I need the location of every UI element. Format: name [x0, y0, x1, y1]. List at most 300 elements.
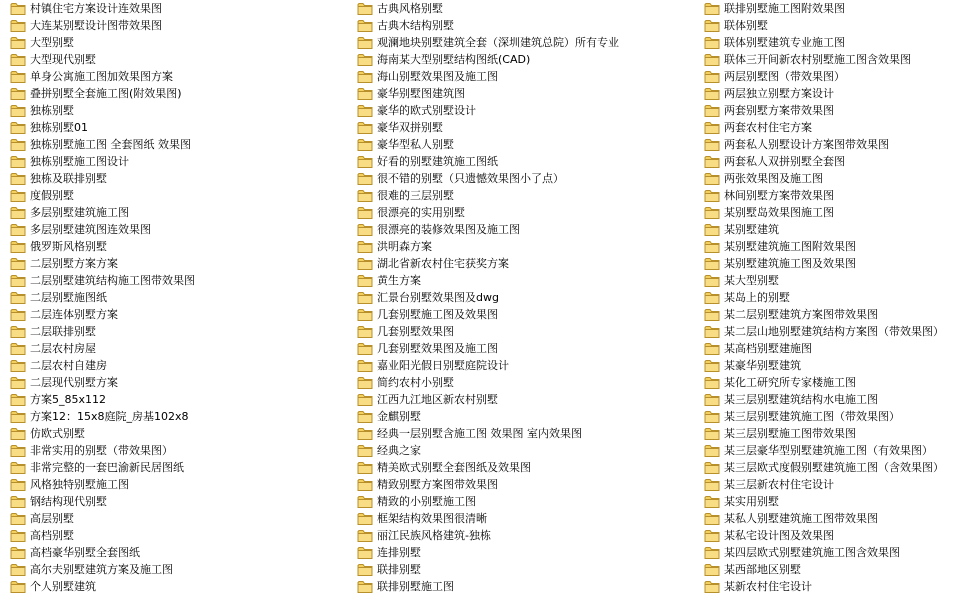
- folder-label: 独栋及联排别墅: [30, 172, 107, 185]
- folder-label: 大型别墅: [30, 36, 74, 49]
- folder-icon: [10, 155, 26, 169]
- folder-icon: [10, 410, 26, 424]
- folder-icon: [10, 2, 26, 16]
- folder-icon: [357, 87, 373, 101]
- folder-item[interactable]: [10, 442, 350, 459]
- folder-icon: [704, 342, 720, 356]
- folder-label: 某别墅岛效果图施工图: [724, 206, 834, 219]
- folder-item[interactable]: [704, 306, 964, 323]
- folder-icon: [10, 342, 26, 356]
- folder-item[interactable]: [10, 85, 350, 102]
- folder-icon: [704, 138, 720, 152]
- folder-item[interactable]: [704, 272, 964, 289]
- folder-icon: [10, 70, 26, 84]
- folder-label: 联体三开间新农村别墅施工图含效果图: [724, 53, 911, 66]
- folder-icon: [704, 87, 720, 101]
- folder-item[interactable]: [10, 51, 350, 68]
- folder-label: 两层别墅图（带效果图）: [724, 70, 845, 83]
- folder-icon: [704, 359, 720, 373]
- folder-icon: [10, 478, 26, 492]
- folder-label: 某新农村住宅设计: [724, 580, 812, 593]
- folder-label: 独栋别墅: [30, 104, 74, 117]
- folder-label: 几套别墅施工图及效果图: [377, 308, 498, 321]
- folder-icon: [10, 546, 26, 560]
- folder-column: [704, 0, 964, 595]
- folder-item[interactable]: [704, 204, 964, 221]
- folder-icon: [704, 580, 720, 594]
- folder-icon: [704, 478, 720, 492]
- folder-icon: [704, 410, 720, 424]
- folder-item[interactable]: [704, 323, 964, 340]
- folder-item[interactable]: [704, 510, 964, 527]
- folder-icon: [357, 2, 373, 16]
- folder-item[interactable]: [704, 476, 964, 493]
- folder-item[interactable]: [704, 102, 964, 119]
- folder-icon: [704, 427, 720, 441]
- folder-icon: [357, 342, 373, 356]
- folder-item[interactable]: [10, 493, 350, 510]
- folder-label: 二层别墅方案方案: [30, 257, 118, 270]
- folder-icon: [10, 291, 26, 305]
- folder-label: 多层别墅建筑图连效果图: [30, 223, 151, 236]
- folder-item[interactable]: [704, 289, 964, 306]
- folder-label: 独栋别墅01: [30, 121, 88, 134]
- folder-label: 独栋别墅施工图 全套图纸 效果图: [30, 138, 191, 151]
- folder-label: 二层农村自建房: [30, 359, 107, 372]
- folder-icon: [704, 393, 720, 407]
- folder-item[interactable]: [357, 170, 697, 187]
- folder-icon: [10, 138, 26, 152]
- folder-column: [10, 0, 350, 595]
- folder-label: 观澜地块别墅建筑全套（深圳建筑总院）所有专业: [377, 36, 619, 49]
- folder-item[interactable]: [704, 221, 964, 238]
- folder-icon: [704, 274, 720, 288]
- folder-item[interactable]: [704, 68, 964, 85]
- folder-icon: [704, 512, 720, 526]
- folder-label: 方案5_85x112: [30, 393, 107, 406]
- folder-item[interactable]: [10, 119, 350, 136]
- folder-icon: [10, 512, 26, 526]
- folder-label: 某高档别墅建施图: [724, 342, 812, 355]
- folder-icon: [704, 206, 720, 220]
- folder-label: 某化工研究所专家楼施工图: [724, 376, 856, 389]
- folder-item[interactable]: [704, 493, 964, 510]
- folder-label: 联排别墅施工图: [377, 580, 454, 593]
- folder-label: 方案12：15x8庭院_房基102x8: [30, 410, 189, 423]
- folder-item[interactable]: [357, 408, 697, 425]
- folder-item[interactable]: [357, 527, 697, 544]
- folder-icon: [357, 308, 373, 322]
- folder-icon: [357, 172, 373, 186]
- folder-item[interactable]: [704, 238, 964, 255]
- folder-icon: [10, 53, 26, 67]
- folder-icon: [10, 223, 26, 237]
- folder-label: 单身公寓施工图加效果图方案: [30, 70, 173, 83]
- folder-label: 某四层欧式别墅建筑施工图含效果图: [724, 546, 900, 559]
- folder-label: 海山别墅效果图及施工图: [377, 70, 498, 83]
- folder-icon: [704, 121, 720, 135]
- folder-item[interactable]: [10, 561, 350, 578]
- folder-item[interactable]: [357, 204, 697, 221]
- folder-label: 两层独立别墅方案设计: [724, 87, 834, 100]
- folder-item[interactable]: [357, 289, 697, 306]
- folder-label: 古典风格别墅: [377, 2, 443, 15]
- folder-icon: [357, 495, 373, 509]
- folder-icon: [357, 427, 373, 441]
- folder-item[interactable]: [357, 153, 697, 170]
- folder-label: 连排别墅: [377, 546, 421, 559]
- folder-label: 某别墅建筑施工图附效果图: [724, 240, 856, 253]
- folder-label: 洪明森方案: [377, 240, 432, 253]
- folder-icon: [357, 36, 373, 50]
- folder-label: 多层别墅建筑施工图: [30, 206, 129, 219]
- folder-item[interactable]: [704, 442, 964, 459]
- folder-item[interactable]: [357, 340, 697, 357]
- folder-label: 某大型别墅: [724, 274, 779, 287]
- folder-icon: [704, 104, 720, 118]
- folder-icon: [357, 155, 373, 169]
- folder-label: 某三层新农村住宅设计: [724, 478, 834, 491]
- folder-icon: [10, 274, 26, 288]
- folder-label: 联排别墅: [377, 563, 421, 576]
- folder-item[interactable]: [10, 340, 350, 357]
- folder-icon: [10, 393, 26, 407]
- folder-label: 风格独特别墅施工图: [30, 478, 129, 491]
- folder-item[interactable]: [10, 102, 350, 119]
- folder-icon: [704, 291, 720, 305]
- folder-label: 豪华型私人别墅: [377, 138, 454, 151]
- folder-item[interactable]: [10, 544, 350, 561]
- folder-label: 某实用别墅: [724, 495, 779, 508]
- folder-item[interactable]: [357, 357, 697, 374]
- folder-icon: [10, 189, 26, 203]
- folder-item[interactable]: [10, 459, 350, 476]
- folder-item[interactable]: [357, 238, 697, 255]
- folder-label: 联体别墅: [724, 19, 768, 32]
- folder-icon: [704, 19, 720, 33]
- folder-label: 很难的三层别墅: [377, 189, 454, 202]
- folder-item[interactable]: [10, 221, 350, 238]
- folder-item[interactable]: [357, 374, 697, 391]
- folder-label: 精美欧式别墅全套图纸及效果图: [377, 461, 531, 474]
- folder-item[interactable]: [357, 306, 697, 323]
- folder-icon: [10, 87, 26, 101]
- folder-item[interactable]: [10, 170, 350, 187]
- folder-item[interactable]: [357, 119, 697, 136]
- folder-item[interactable]: [10, 153, 350, 170]
- folder-item[interactable]: [704, 187, 964, 204]
- folder-label: 某私人别墅建筑施工图带效果图: [724, 512, 878, 525]
- folder-icon: [357, 19, 373, 33]
- folder-label: 古典木结构别墅: [377, 19, 454, 32]
- folder-label: 高档别墅: [30, 529, 74, 542]
- folder-icon: [704, 155, 720, 169]
- folder-item[interactable]: [357, 493, 697, 510]
- folder-label: 二层别墅施图纸: [30, 291, 107, 304]
- folder-label: 二层连体别墅方案: [30, 308, 118, 321]
- folder-item[interactable]: [357, 136, 697, 153]
- folder-item[interactable]: [10, 289, 350, 306]
- folder-icon: [357, 223, 373, 237]
- folder-item[interactable]: [10, 238, 350, 255]
- folder-icon: [357, 257, 373, 271]
- folder-item[interactable]: [357, 17, 697, 34]
- folder-icon: [357, 444, 373, 458]
- folder-icon: [704, 223, 720, 237]
- folder-label: 豪华双拼别墅: [377, 121, 443, 134]
- folder-item[interactable]: [10, 476, 350, 493]
- folder-label: 很不错的别墅（只遗憾效果图小了点）: [377, 172, 564, 185]
- folder-item[interactable]: [704, 357, 964, 374]
- folder-icon: [357, 274, 373, 288]
- folder-icon: [357, 104, 373, 118]
- folder-label: 两套农村住宅方案: [724, 121, 812, 134]
- folder-item[interactable]: [10, 306, 350, 323]
- folder-icon: [10, 325, 26, 339]
- folder-icon: [10, 461, 26, 475]
- folder-label: 豪华的欧式别墅设计: [377, 104, 476, 117]
- folder-label: 经典一层别墅含施工图 效果图 室内效果图: [377, 427, 582, 440]
- folder-icon: [10, 121, 26, 135]
- folder-label: 某岛上的别墅: [724, 291, 790, 304]
- folder-label: 江西九江地区新农村别墅: [377, 393, 498, 406]
- folder-icon: [704, 172, 720, 186]
- folder-item[interactable]: [357, 578, 697, 595]
- folder-icon: [704, 495, 720, 509]
- folder-item[interactable]: [10, 136, 350, 153]
- folder-item[interactable]: [10, 255, 350, 272]
- folder-label: 金麒别墅: [377, 410, 421, 423]
- folder-item[interactable]: [704, 17, 964, 34]
- folder-icon: [357, 291, 373, 305]
- folder-item[interactable]: [10, 187, 350, 204]
- folder-item[interactable]: [10, 578, 350, 595]
- folder-item[interactable]: [704, 170, 964, 187]
- folder-label: 村镇住宅方案设计连效果图: [30, 2, 162, 15]
- folder-icon: [357, 546, 373, 560]
- folder-icon: [357, 325, 373, 339]
- folder-icon: [10, 359, 26, 373]
- folder-item[interactable]: [10, 204, 350, 221]
- folder-item[interactable]: [704, 374, 964, 391]
- folder-label: 两套私人双拼别墅全套图: [724, 155, 845, 168]
- folder-label: 某别墅建筑: [724, 223, 779, 236]
- folder-label: 联排别墅施工图附效果图: [724, 2, 845, 15]
- folder-item[interactable]: [704, 136, 964, 153]
- folder-item[interactable]: [357, 476, 697, 493]
- folder-label: 简约农村小别墅: [377, 376, 454, 389]
- folder-item[interactable]: [357, 187, 697, 204]
- folder-icon: [704, 308, 720, 322]
- folder-label: 某三层别墅建筑结构水电施工图: [724, 393, 878, 406]
- folder-icon: [704, 444, 720, 458]
- folder-icon: [10, 257, 26, 271]
- folder-icon: [10, 529, 26, 543]
- folder-label: 嘉业阳光假日别墅庭院设计: [377, 359, 509, 372]
- folder-item[interactable]: [357, 255, 697, 272]
- folder-item[interactable]: [357, 561, 697, 578]
- folder-item[interactable]: [10, 408, 350, 425]
- folder-icon: [357, 478, 373, 492]
- folder-item[interactable]: [10, 374, 350, 391]
- folder-item[interactable]: [10, 272, 350, 289]
- folder-label: 大连某别墅设计图带效果图: [30, 19, 162, 32]
- folder-label: 某三层豪华型别墅建筑施工图（有效果图）: [724, 444, 933, 457]
- folder-label: 二层联排别墅: [30, 325, 96, 338]
- folder-label: 豪华别墅图建筑图: [377, 87, 465, 100]
- folder-icon: [10, 376, 26, 390]
- folder-column: [357, 0, 697, 595]
- folder-label: 某三层别墅施工图带效果图: [724, 427, 856, 440]
- folder-label: 某私宅设计图及效果图: [724, 529, 834, 542]
- folder-label: 独栋别墅施工图设计: [30, 155, 129, 168]
- folder-label: 某二层别墅建筑方案图带效果图: [724, 308, 878, 321]
- folder-item[interactable]: [357, 221, 697, 238]
- folder-item[interactable]: [10, 0, 350, 17]
- folder-label: 很漂亮的装修效果图及施工图: [377, 223, 520, 236]
- folder-label: 很漂亮的实用别墅: [377, 206, 465, 219]
- folder-icon: [10, 19, 26, 33]
- folder-item[interactable]: [704, 527, 964, 544]
- folder-item[interactable]: [357, 272, 697, 289]
- folder-item[interactable]: [704, 425, 964, 442]
- folder-item[interactable]: [704, 51, 964, 68]
- folder-icon: [704, 461, 720, 475]
- folder-item[interactable]: [10, 357, 350, 374]
- folder-label: 某别墅建筑施工图及效果图: [724, 257, 856, 270]
- folder-icon: [357, 53, 373, 67]
- folder-label: 林间别墅方案带效果图: [724, 189, 834, 202]
- folder-label: 个人别墅建筑: [30, 580, 96, 593]
- folder-item[interactable]: [10, 425, 350, 442]
- folder-item[interactable]: [357, 459, 697, 476]
- folder-icon: [704, 70, 720, 84]
- folder-label: 某三层别墅建筑施工图（带效果图）: [724, 410, 900, 423]
- folder-label: 二层现代别墅方案: [30, 376, 118, 389]
- folder-icon: [704, 563, 720, 577]
- folder-icon: [357, 563, 373, 577]
- folder-label: 两套别墅方案带效果图: [724, 104, 834, 117]
- folder-icon: [704, 240, 720, 254]
- folder-icon: [704, 529, 720, 543]
- folder-icon: [357, 580, 373, 594]
- folder-label: 某西部地区别墅: [724, 563, 801, 576]
- folder-item[interactable]: [704, 255, 964, 272]
- folder-label: 高尔夫别墅建筑方案及施工图: [30, 563, 173, 576]
- folder-label: 二层别墅建筑结构施工图带效果图: [30, 274, 195, 287]
- folder-item[interactable]: [357, 510, 697, 527]
- folder-label: 湖北省新农村住宅获奖方案: [377, 257, 509, 270]
- folder-icon: [10, 172, 26, 186]
- folder-icon: [357, 359, 373, 373]
- folder-icon: [357, 512, 373, 526]
- folder-label: 高档豪华别墅全套图纸: [30, 546, 140, 559]
- folder-icon: [10, 36, 26, 50]
- folder-icon: [10, 104, 26, 118]
- folder-item[interactable]: [357, 102, 697, 119]
- folder-label: 仿欧式别墅: [30, 427, 85, 440]
- folder-label: 叠拼别墅全套施工图(附效果图): [30, 87, 182, 100]
- folder-label: 某豪华别墅建筑: [724, 359, 801, 372]
- folder-item[interactable]: [357, 442, 697, 459]
- folder-label: 经典之家: [377, 444, 421, 457]
- folder-item[interactable]: [704, 578, 964, 595]
- folder-item[interactable]: [357, 323, 697, 340]
- folder-label: 几套别墅效果图: [377, 325, 454, 338]
- folder-item[interactable]: [357, 544, 697, 561]
- folder-item[interactable]: [357, 391, 697, 408]
- folder-item[interactable]: [704, 340, 964, 357]
- folder-icon: [704, 257, 720, 271]
- folder-label: 钢结构现代别墅: [30, 495, 107, 508]
- folder-icon: [10, 240, 26, 254]
- folder-icon: [357, 138, 373, 152]
- folder-item[interactable]: [704, 561, 964, 578]
- folder-item[interactable]: [704, 34, 964, 51]
- folder-item[interactable]: [357, 68, 697, 85]
- folder-item[interactable]: [10, 510, 350, 527]
- folder-label: 丽江民族风格建筑-独栋: [377, 529, 491, 542]
- folder-icon: [704, 53, 720, 67]
- folder-label: 两张效果图及施工图: [724, 172, 823, 185]
- folder-label: 精致别墅方案图带效果图: [377, 478, 498, 491]
- folder-label: 非常完整的一套巴渝新民居图纸: [30, 461, 184, 474]
- folder-item[interactable]: [704, 408, 964, 425]
- folder-label: 黄生方案: [377, 274, 421, 287]
- folder-icon: [357, 410, 373, 424]
- folder-item[interactable]: [10, 17, 350, 34]
- folder-item[interactable]: [704, 459, 964, 476]
- folder-label: 好看的别墅建筑施工图纸: [377, 155, 498, 168]
- folder-item[interactable]: [10, 391, 350, 408]
- folder-icon: [704, 376, 720, 390]
- folder-icon: [704, 2, 720, 16]
- folder-icon: [10, 206, 26, 220]
- folder-item[interactable]: [357, 34, 697, 51]
- folder-item[interactable]: [704, 544, 964, 561]
- folder-icon: [357, 461, 373, 475]
- folder-item[interactable]: [357, 0, 697, 17]
- folder-item[interactable]: [10, 34, 350, 51]
- folder-icon: [357, 240, 373, 254]
- folder-icon: [357, 70, 373, 84]
- folder-label: 几套别墅效果图及施工图: [377, 342, 498, 355]
- folder-icon: [357, 393, 373, 407]
- folder-item[interactable]: [704, 119, 964, 136]
- folder-item[interactable]: [704, 85, 964, 102]
- folder-label: 两套私人别墅设计方案图带效果图: [724, 138, 889, 151]
- folder-label: 二层农村房屋: [30, 342, 96, 355]
- folder-item[interactable]: [704, 153, 964, 170]
- folder-item[interactable]: [10, 527, 350, 544]
- folder-icon: [704, 36, 720, 50]
- folder-icon: [10, 444, 26, 458]
- folder-item[interactable]: [10, 68, 350, 85]
- folder-icon: [10, 495, 26, 509]
- folder-item[interactable]: [357, 51, 697, 68]
- folder-icon: [357, 206, 373, 220]
- folder-icon: [10, 580, 26, 594]
- folder-icon: [704, 189, 720, 203]
- folder-item[interactable]: [704, 391, 964, 408]
- folder-item[interactable]: [10, 323, 350, 340]
- folder-item[interactable]: [357, 85, 697, 102]
- folder-item[interactable]: [357, 425, 697, 442]
- folder-label: 框架结构效果图很清晰: [377, 512, 487, 525]
- folder-item[interactable]: [704, 0, 964, 17]
- folder-icon: [357, 376, 373, 390]
- folder-icon: [10, 308, 26, 322]
